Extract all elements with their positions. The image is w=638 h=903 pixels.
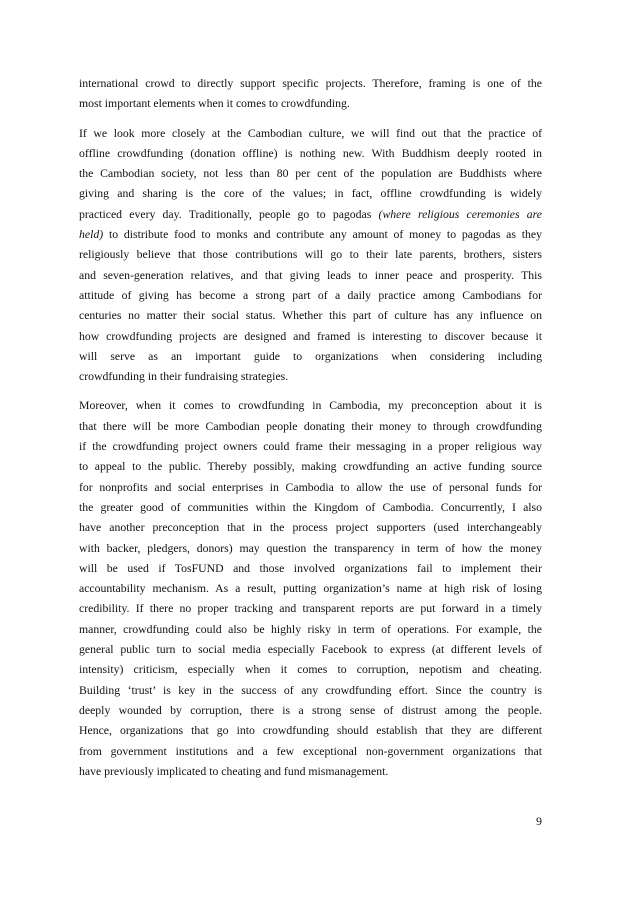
text-line: if the crowdfunding project owners could frame their messaging in a proper religious way: [79, 440, 542, 454]
text-line: crowdfunding in their fundraising strategies.: [79, 370, 289, 384]
text-line: the Cambodian society, not less than 80 per cent of the population are Buddhists where: [79, 167, 542, 181]
text-line: religiously believe that those contributions will go to their late parents, brothers, sisters: [79, 248, 542, 262]
text-segment: to distribute food to monks and contribute any amount of money to pagodas as they: [103, 228, 542, 242]
italic-text: (where religious ceremonies are: [378, 207, 542, 221]
text-line: [79, 205, 542, 225]
document-page: [79, 74, 542, 791]
text-line: and seven-generation relatives, and that giving leads to inner peace and prosperity. This: [79, 268, 542, 282]
page-number: 9: [536, 814, 542, 828]
italic-text: held): [79, 228, 104, 242]
text-line: general public turn to social media especially Facebook to express (at different levels of: [79, 643, 542, 657]
text-line: have previously implicated to cheating and fund mismanagement.: [79, 764, 389, 778]
text-line: [79, 225, 542, 245]
text-line: If we look more closely at the Cambodian culture, we will find out that the practice of: [79, 126, 542, 140]
text-line: manner, crowdfunding could also be highly risky in term of operations. For example, the: [79, 622, 542, 636]
text-line: Hence, organizations that go into crowdfunding should establish that they are different: [79, 724, 542, 738]
text-line: from government institutions and a few exceptional non-government organizations that: [79, 744, 542, 758]
text-line: intensity) criticism, especially when it comes to corruption, nepotism and cheating.: [79, 663, 542, 677]
text-line: international crowd to directly support specific projects. Therefore, framing is one of the: [79, 77, 542, 90]
text-line: how crowdfunding projects are designed and framed is interesting to discover because it: [79, 329, 542, 343]
text-line: most important elements when it comes to crowdfunding.: [79, 97, 350, 111]
text-line: for nonprofits and social enterprises in Cambodia to allow the use of personal funds for: [79, 480, 542, 494]
text-line: with backer, pledgers, donors) may question the transparency in term of how the money: [79, 541, 542, 555]
paragraph-2: [79, 124, 542, 388]
text-line: have another preconception that in the process project supporters (used interchangeably: [79, 521, 542, 535]
text-line: will serve as an important guide to organizations when considering including: [79, 349, 542, 363]
text-line: will be used if TosFUND and those involved organizations fail to implement their: [79, 561, 542, 575]
text-line: offline crowdfunding (donation offline) is nothing new. With Buddhism deeply rooted in: [79, 146, 542, 160]
text-line: the greater good of communities within the Kingdom of Cambodia. Concurrently, I also: [79, 500, 542, 514]
paragraph-1: [79, 74, 542, 115]
paragraph-3: [79, 396, 542, 782]
text-segment: practiced every day. Traditionally, people go to pagodas: [79, 207, 379, 221]
text-line: to appeal to the public. Thereby possibly, making crowdfunding an active funding source: [79, 460, 542, 474]
text-line: attitude of giving has become a strong part of a daily practice among Cambodians for: [79, 288, 542, 302]
text-line: Moreover, when it comes to crowdfunding in Cambodia, my preconception about it is: [79, 399, 542, 413]
text-line: that there will be more Cambodian people donating their money to through crowdfunding: [79, 419, 542, 433]
text-line: deeply wounded by corruption, there is a strong sense of distrust among the people.: [79, 703, 542, 717]
text-line: Building ‘trust’ is key in the success of any crowdfunding effort. Since the country is: [79, 683, 542, 697]
text-line: credibility. If there no proper tracking and transparent reports are put forward in a timely: [79, 602, 542, 616]
text-line: centuries no matter their social status. Whether this part of culture has any influence on: [79, 309, 542, 323]
text-line: giving and sharing is the core of the values; in fact, offline crowdfunding is widely: [79, 187, 542, 201]
text-line: accountability mechanism. As a result, putting organization’s name at high risk of losing: [79, 582, 542, 596]
